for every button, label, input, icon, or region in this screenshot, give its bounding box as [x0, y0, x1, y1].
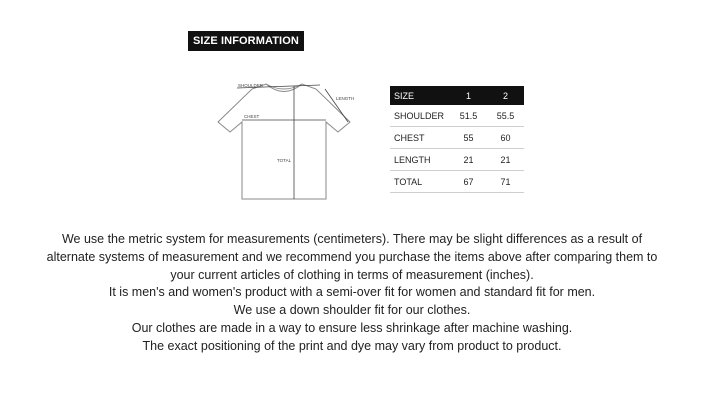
table-row — [390, 149, 524, 171]
metric-note: We use the metric system for measurements (centimeters). There may be slight differences as a result of alternate systems of measurement and we recommend you purchase the items above after comparing them to your current articles of clothing in terms of measurement (inches). — [46, 232, 658, 282]
size-notes — [40, 231, 664, 356]
size-1-value: 21 — [450, 149, 487, 171]
length-label: LENGTH — [336, 96, 355, 101]
size-1-value: 55 — [450, 127, 487, 149]
size-2-value: 55.5 — [487, 105, 524, 127]
total-label: TOTAL — [277, 158, 292, 163]
tshirt-measurement-diagram — [204, 72, 364, 204]
shrinkage-note: Our clothes are made in a way to ensure less shrinkage after machine washing. — [131, 320, 573, 335]
row-label: SHOULDER — [390, 105, 450, 127]
chest-label: CHEST — [244, 114, 260, 119]
size-2-value: 71 — [487, 171, 524, 193]
row-label: CHEST — [390, 127, 450, 149]
size-table-header-row — [390, 86, 524, 105]
size-2-value: 60 — [487, 127, 524, 149]
size-header: SIZE — [390, 86, 450, 105]
size-2-value: 21 — [487, 149, 524, 171]
table-row — [390, 171, 524, 193]
shoulder-fit-note: We use a down shoulder fit for our clothes. — [233, 303, 471, 318]
table-row — [390, 105, 524, 127]
size-table — [390, 86, 524, 193]
size-1-value: 51.5 — [450, 105, 487, 127]
row-label: LENGTH — [390, 149, 450, 171]
table-row — [390, 127, 524, 149]
shoulder-label: SHOULDER — [238, 83, 264, 88]
print-note: The exact positioning of the print and dye may vary from product to product. — [142, 338, 562, 353]
size-1-header: 1 — [450, 86, 487, 105]
size-information-title: SIZE INFORMATION — [188, 31, 304, 51]
row-label: TOTAL — [390, 171, 450, 193]
fit-note: It is men's and women's product with a semi-over fit for women and standard fit for men. — [108, 285, 596, 300]
tshirt-outline — [218, 84, 350, 199]
size-2-header: 2 — [487, 86, 524, 105]
size-1-value: 67 — [450, 171, 487, 193]
